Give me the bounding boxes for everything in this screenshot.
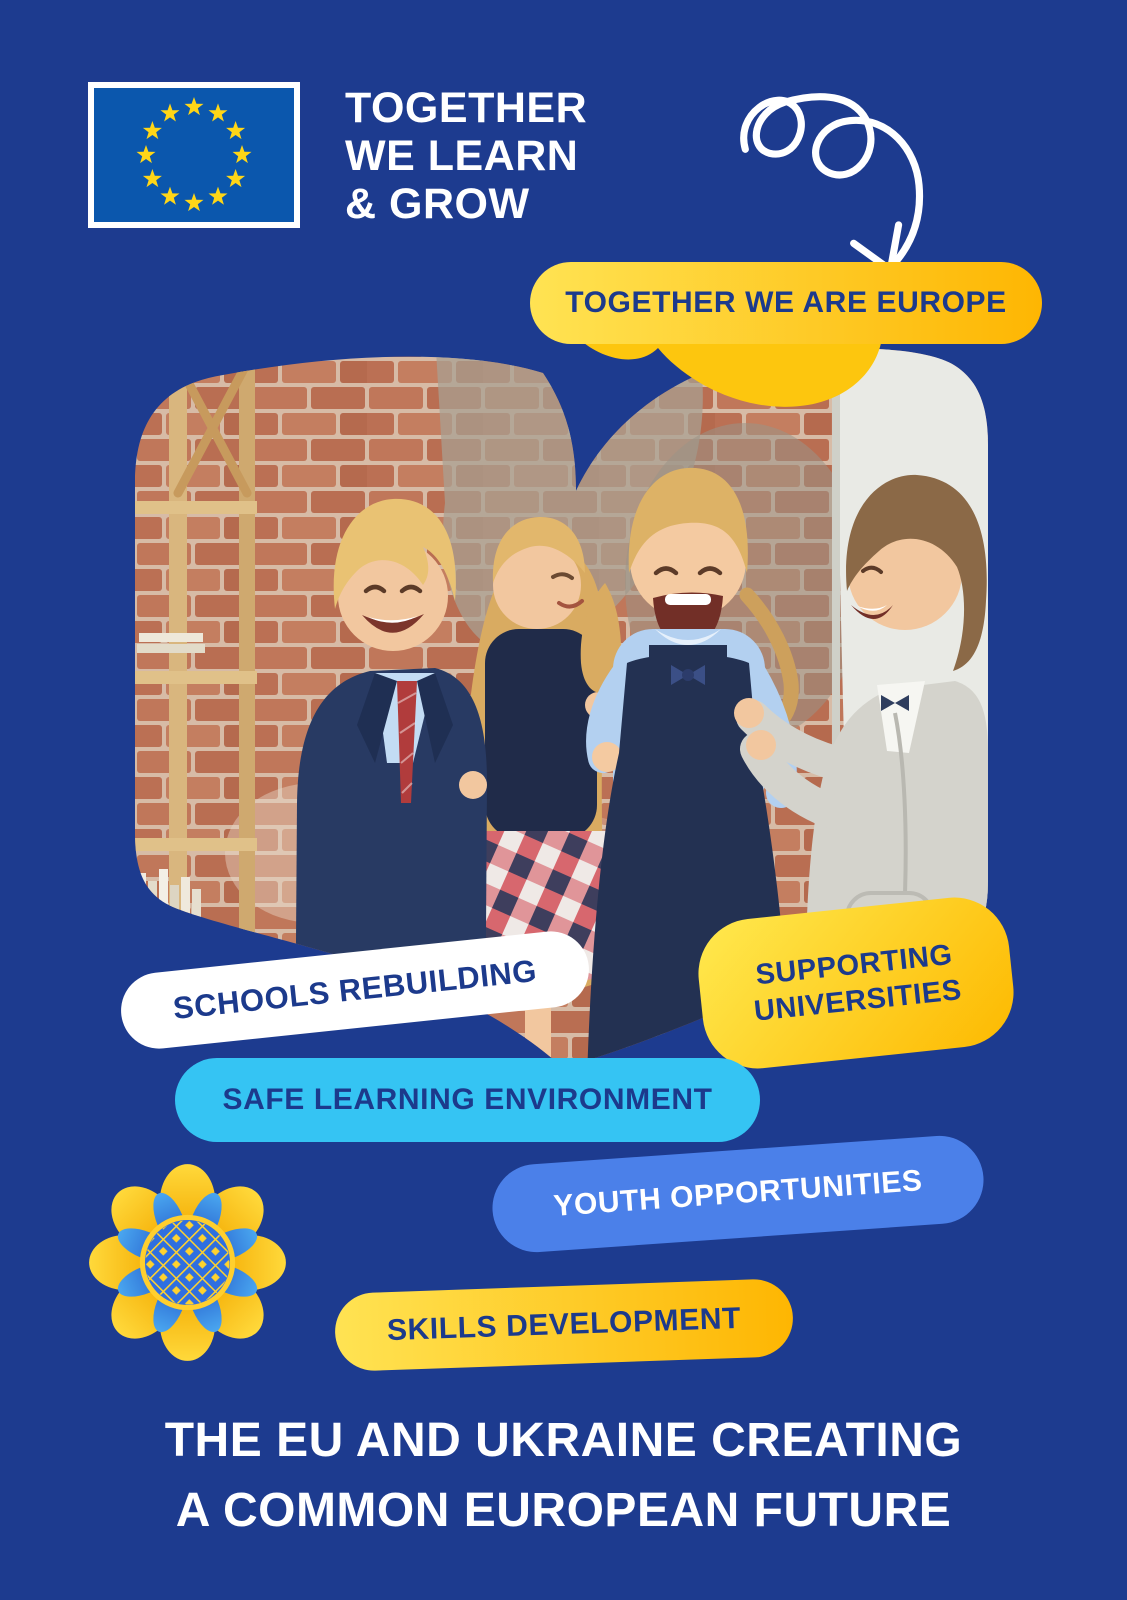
footer-line-2: A COMMON EUROPEAN FUTURE bbox=[175, 1484, 952, 1537]
footer-heading bbox=[0, 1406, 1127, 1546]
badge-safe-learning-environment-label: SAFE LEARNING ENVIRONMENT bbox=[222, 1083, 713, 1116]
title-line-2: WE LEARN bbox=[345, 132, 579, 180]
title-line-1: TOGETHER bbox=[345, 84, 588, 132]
footer-line-1: THE EU AND UKRAINE CREATING bbox=[164, 1414, 963, 1467]
badge-safe-learning-environment bbox=[175, 1058, 760, 1142]
badge-skills-development-label: SKILLS DEVELOPMENT bbox=[386, 1301, 742, 1348]
eu-flag bbox=[88, 82, 300, 228]
badge-youth-opportunities bbox=[490, 1133, 987, 1255]
sunflower-icon bbox=[85, 1160, 290, 1365]
europe-speech-badge-tail bbox=[560, 338, 890, 426]
badge-youth-opportunities-label: YOUTH OPPORTUNITIES bbox=[552, 1164, 924, 1223]
badge-skills-development bbox=[334, 1278, 794, 1372]
page-title bbox=[345, 84, 587, 228]
eu-flag-stars bbox=[94, 88, 294, 222]
title-line-3: & GROW bbox=[345, 180, 530, 228]
badge-supporting-universities-label: SUPPORTING UNIVERSITIES bbox=[752, 938, 964, 1028]
europe-speech-badge bbox=[530, 262, 1042, 344]
badge-schools-rebuilding-label: SCHOOLS REBUILDING bbox=[171, 952, 539, 1027]
europe-speech-badge-label: TOGETHER WE ARE EUROPE bbox=[565, 286, 1007, 319]
